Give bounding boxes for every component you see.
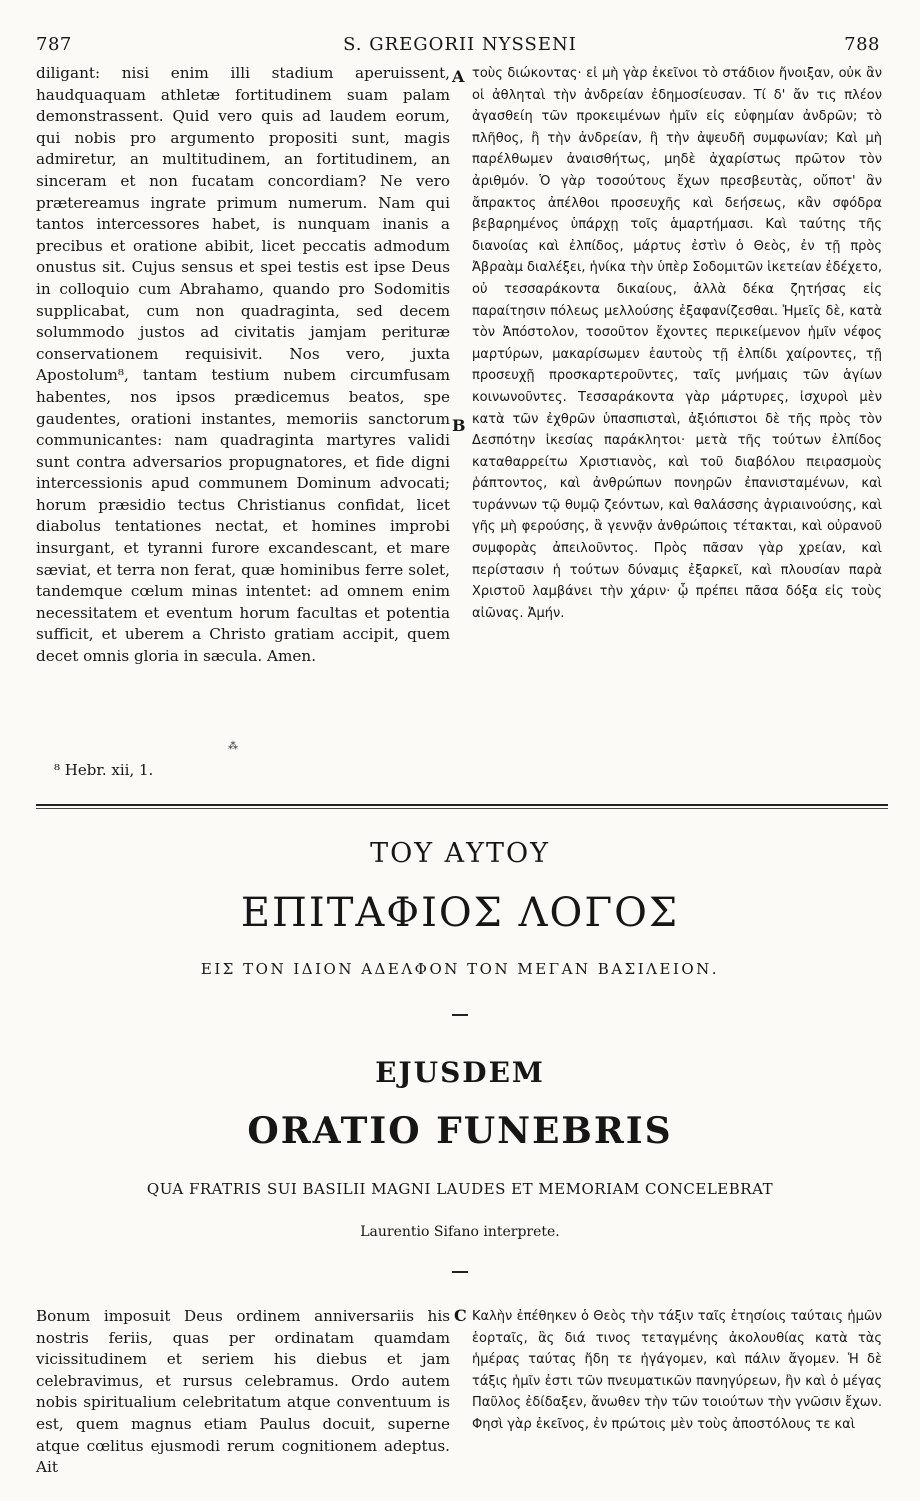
title-dash-separator-2 [452, 1271, 468, 1273]
section-marker-c: C [454, 1306, 467, 1325]
asterism-ornament: ⁂ [228, 741, 238, 752]
latin-column-bottom [36, 1306, 450, 1479]
latin-title-main: ORATIO FUNEBRIS [247, 1110, 673, 1152]
greek-title-main: ΕΠΙΤΑΦΙΟΣ ΛΟΓΟΣ [240, 890, 680, 936]
page-number-left: 787 [36, 34, 72, 55]
translator-credit: Laurentio Sifano interprete. [360, 1224, 560, 1240]
greek-title-line1: ΤΟΥ ΑΥΤΟΥ [370, 838, 550, 869]
greek-column-bottom [472, 1306, 882, 1436]
section-marker-a: A [452, 67, 465, 86]
greek-paragraph-bottom: Καλὴν ἐπέθηκεν ὁ Θεὸς τὴν τάξιν ταῖς ἐτησίοις ταύταις ἡμῶν ἑορταῖς, ἃς διά τινος τεταγμένης ἀκολουθίας κατὰ τὰς ἡμέρας ταύτας ἤδη τε ἠγάγομεν, καὶ πάλιν ἄγομεν. Ἡ δὲ τάξις ἡμῖν ἐστι τῶν πνευματικῶν πανηγύρεων, ἣν καὶ ὁ μέγας Παῦλος ἐδίδαξεν, ἄνωθεν τὴν τῶν τοιούτων τὴν γνῶσιν ἔχων. Φησὶ γὰρ ἐκεῖνος, ἐν πρώτοις μὲν τοὺς ἀποστόλους τε καὶ [472, 1309, 882, 1432]
section-divider-rule [36, 804, 888, 806]
running-title: S. GREGORII NYSSENI [343, 34, 577, 55]
section-divider-rule-thin [36, 808, 888, 809]
greek-column-top [472, 63, 882, 624]
greek-subtitle: ΕΙΣ ΤΟΝ ΙΔΙΟΝ ΑΔΕΛΦΟΝ ΤΟΝ ΜΕΓΑΝ ΒΑΣΙΛΕΙΟΝ. [200, 960, 720, 978]
section-marker-b: B [452, 416, 466, 435]
latin-subtitle: QUA FRATRIS SUI BASILII MAGNI LAUDES ET MEMORIAM CONCELEBRAT [146, 1180, 774, 1198]
greek-paragraph-top: τοὺς διώκοντας· εἰ μὴ γὰρ ἐκεῖνοι τὸ στάδιον ἤνοιξαν, οὐκ ἂν οἱ ἀθληταὶ τὴν ἀνδρείαν ἐδημοσίευσαν. Τί δ' ἄν τις πλέον ἀγασθείη τῶν προκειμένων ἡμῖν εἰς εὐφημίαν ἀνδρῶν; τὸ πλῆθος, ἢ τὴν ἀνδρείαν, ἢ τὴν ἀψευδῆ συμφωνίαν; Καὶ μὴ παρέλθωμεν ἀναισθήτως, μηδὲ ἀχαρίστως πρῶτον τὸν ἀριθμόν. Ὁ γὰρ τοσούτους ἔχων πρεσβευτὰς, οὔποτ' ἂν ἄπρακτος ἀπέλθοι προσευχῆς καὶ δεήσεως, κἂν σφόδρα βεβαρημένος ὑπάρχῃ τοῖς ἁμαρτήμασι. Καὶ ταύτης τῆς διανοίας καὶ ἐλπίδος, μάρτυς ἐστὶν ὁ Θεὸς, ἐν τῇ πρὸς Ἀβραὰμ διαλέξει, ἡνίκα τὴν ὑπὲρ Σοδομιτῶν ἱκετείαν ἐδέχετο, οὐ τεσσαράκοντα δικαίους, ἀλλὰ δέκα ζητήσας εἰς παραίτησιν πόλεως μελλούσης ἐξαφανίζεσθαι. Ἡμεῖς δὲ, κατὰ τὸν Ἀπόστολον, τοσοῦτον ἔχοντες περικείμενον ἡμῖν νέφος μαρτύρων, μακαρίσωμεν ἑαυτοὺς τῇ ἐλπίδι χαίροντες, τῇ προσευχῇ προσκαρτεροῦντες, ταῖς μνήμαις τῶν ἁγίων κοινωνοῦντες. Τεσσαράκοντα γὰρ μάρτυρες, ἰσχυροὶ μὲν κατὰ τῶν ἐχθρῶν ὑπασπισταὶ, ἀξιόπιστοι δὲ τῆς πρὸς τὸν Δεσπότην ἱκεσίας παράκλητοι· μετὰ τῆς τούτων ἐλπίδος καταθαρρείτω Χριστιανὸς, καὶ τοῦ διαβόλου πειρασμοὺς ῥάπτοντος, καὶ ἀνθρώπων πονηρῶν ἐπανισταμένων, καὶ τυράννων τῷ θυμῷ ζεόντων, καὶ θαλάσσης ἀγριαινούσης, καὶ γῆς μὴ φερούσης, ἃ γεννᾷν ἀνθρώποις τέτακται, καὶ οὐρανοῦ συμφορὰς ἀπειλοῦντος. Πρὸς πᾶσαν γὰρ χρείαν, καὶ περίστασιν ἡ τούτων δύναμις ἐξαρκεῖ, καὶ πλουσίαν παρὰ Χριστοῦ λαμβάνει τὴν χάριν· ᾧ πρέπει πᾶσα δόξα εἰς τοὺς αἰῶνας. Ἀμήν. [472, 66, 882, 621]
latin-title-line1: EJUSDEM [375, 1056, 545, 1089]
latin-paragraph-top: diligant: nisi enim illi stadium aperuissent, haudquaquam athletæ fortitudinem suam palam demonstrassent. Quid vero quis ad laudem eorum, qui nobis pro argumento propositi sunt, magis admiretur, an multitudinem, an fortitudinem, an sinceram et non fucatam concordiam? Ne vero prætereamus ingrate primum numerum. Nam qui tantos intercessores habet, is nunquam inanis a precibus et oratione abibit, licet peccatis admodum onustus sit. Cujus sensus et spei testis est ipse Deus in colloquio cum Abrahamo, quando pro Sodomitis supplicabat, cum non quadraginta, sed decem solummodo justos ad civitatis jamjam perituræ conservationem requisivit. Nos vero, juxta Apostolum⁸, tantam testium nubem circumfusam habentes, nos ipsos prædicemus beatos, spe gaudentes, orationi instantes, memoriis sanctorum communicantes: nam quadraginta martyres validi sunt contra adversarios propugnatores, et fide digni intercessionis apud communem Dominum advocati; horum præsidio tectus Christianus confidat, licet diabolus tentationes nectat, et homines improbi insurgant, et tyranni furore excandescant, et mare sæviat, et terra non ferat, quæ hominibus ferre solet, tandemque cœlum minas intentet: ad omnem enim necessitatem et eventum horum facultas et potentia sufficit, et uberem a Christo gratiam accipit, quem decet omnis gloria in sæcula. Amen. [36, 64, 450, 666]
title-dash-separator [452, 1014, 468, 1016]
page-number-right: 788 [844, 34, 880, 55]
latin-column-top [36, 63, 450, 668]
footnote: ⁸ Hebr. xii, 1. [54, 761, 154, 779]
latin-paragraph-bottom: Bonum imposuit Deus ordinem anniversariis his nostris feriis, quas per ordinatam quamdam vicissitudinem et seriem his diebus et jam celebravimus, et rursus celebramus. Ordo autem nobis spiritualium celebritatum atque conventuum is est, quem magnus etiam Paulus docuit, superne atque cœlitus ejusmodi rerum cognitionem adeptus. Ait [36, 1307, 450, 1477]
